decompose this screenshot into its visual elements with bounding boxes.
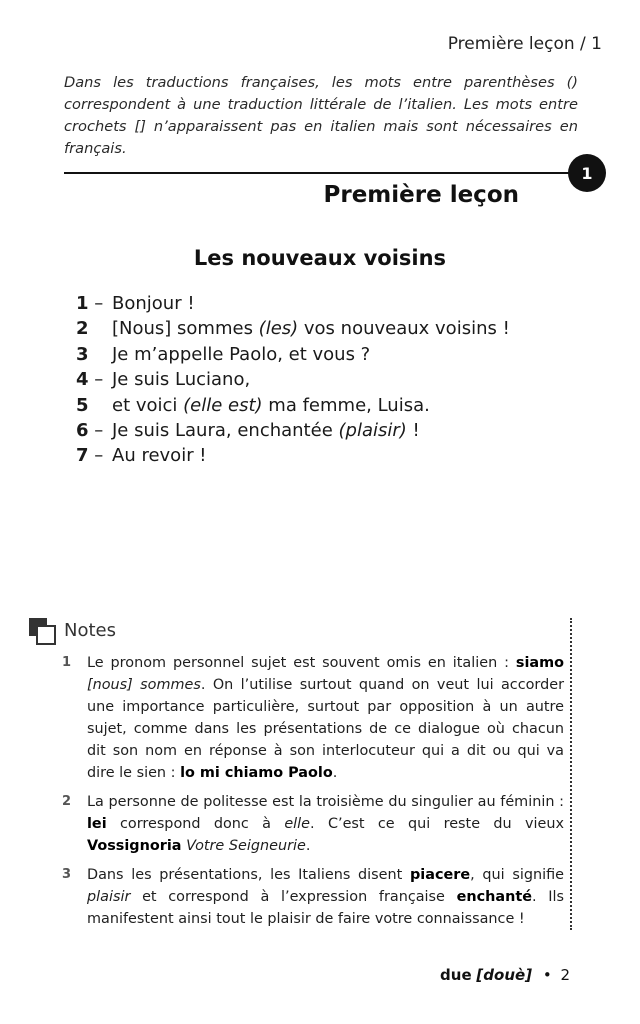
page-footer — [440, 966, 570, 984]
page-number: 2 — [560, 966, 570, 984]
dialogue-line-number: 5 — [76, 394, 89, 416]
note-number: 3 — [62, 867, 72, 882]
note-number: 1 — [62, 655, 72, 670]
dialogue-line-text: Je m’appelle Paolo, et vous ? — [112, 343, 371, 365]
dialogue-line-number: 1 – — [76, 293, 104, 314]
note-item — [62, 791, 564, 857]
dialogue-line-text: Je suis Luciano, — [112, 369, 251, 391]
dialogue-title: Les nouveaux voisins — [193, 246, 447, 270]
dialogue-line-text: et voici (elle est) ma femme, Luisa. — [112, 394, 430, 416]
translation-note: Dans les traductions françaises, les mots entre parenthèses () correspondent à une traduction littérale de l’italien. Les mots entre crochets [] n’apparaissent pas en italien mais sont nécessaires en français. — [64, 74, 578, 157]
note-number: 2 — [62, 794, 72, 809]
note-text: La personne de politesse est la troisième du singulier au féminin : lei correspond donc à elle. C’est ce qui reste du vieux Vossignoria Votre Seigneurie. — [87, 794, 564, 854]
dialogue-line-text: Bonjour ! — [112, 293, 195, 314]
lesson-rule — [64, 172, 574, 174]
dialogue-lines — [76, 291, 596, 469]
notes-dotted-border — [570, 618, 572, 930]
page-number-word: due — [440, 966, 472, 984]
notes-icon — [28, 617, 56, 645]
dialogue-line — [76, 418, 596, 443]
dialogue-line — [76, 367, 596, 392]
dialogue-line-number: 2 — [76, 318, 89, 340]
dialogue-line-text: Au revoir ! — [112, 445, 207, 467]
dialogue-line-text: [Nous] sommes (les) vos nouveaux voisins ! — [112, 318, 510, 340]
dialogue-line-number: 6 – — [76, 420, 104, 442]
page-number-pronunciation: [douè] — [476, 966, 533, 984]
note-text: Dans les présentations, les Italiens disent piacere, qui signifie plaisir et correspond à l’expression française enchanté. Ils manifestent ainsi tout le plaisir de faire votre connaissance ! — [87, 867, 565, 927]
note-item — [62, 864, 564, 930]
dialogue-line-number: 3 — [76, 343, 89, 365]
note-item — [62, 652, 564, 784]
lesson-title: Première leçon — [323, 182, 519, 208]
dialogue-line-text: Je suis Laura, enchantée (plaisir) ! — [112, 420, 420, 442]
dialogue-line — [76, 342, 596, 367]
dialogue-line-number: 4 – — [76, 369, 104, 391]
dialogue-line — [76, 291, 596, 316]
dialogue-line — [76, 443, 596, 468]
dialogue-line — [76, 393, 596, 418]
dialogue-line-number: 7 – — [76, 445, 104, 467]
notes-list — [62, 652, 564, 937]
running-head: Première leçon / 1 — [447, 34, 602, 54]
lesson-number-badge: 1 — [568, 154, 606, 192]
note-text: Le pronom personnel sujet est souvent omis en italien : siamo [nous] sommes. On l’utilise surtout quand on veut lui accorder une importance particulière, surtout par opposition à un autre sujet, comme dans les présentations de ce dialogue où chacun dit son nom en réponse à son interlocuteur qui a dit ou qui va dire le sien : lo mi chiamo Paolo. — [87, 655, 564, 781]
dialogue-line — [76, 316, 596, 341]
footer-bullet: • — [542, 966, 552, 984]
notes-heading: Notes — [64, 620, 116, 641]
